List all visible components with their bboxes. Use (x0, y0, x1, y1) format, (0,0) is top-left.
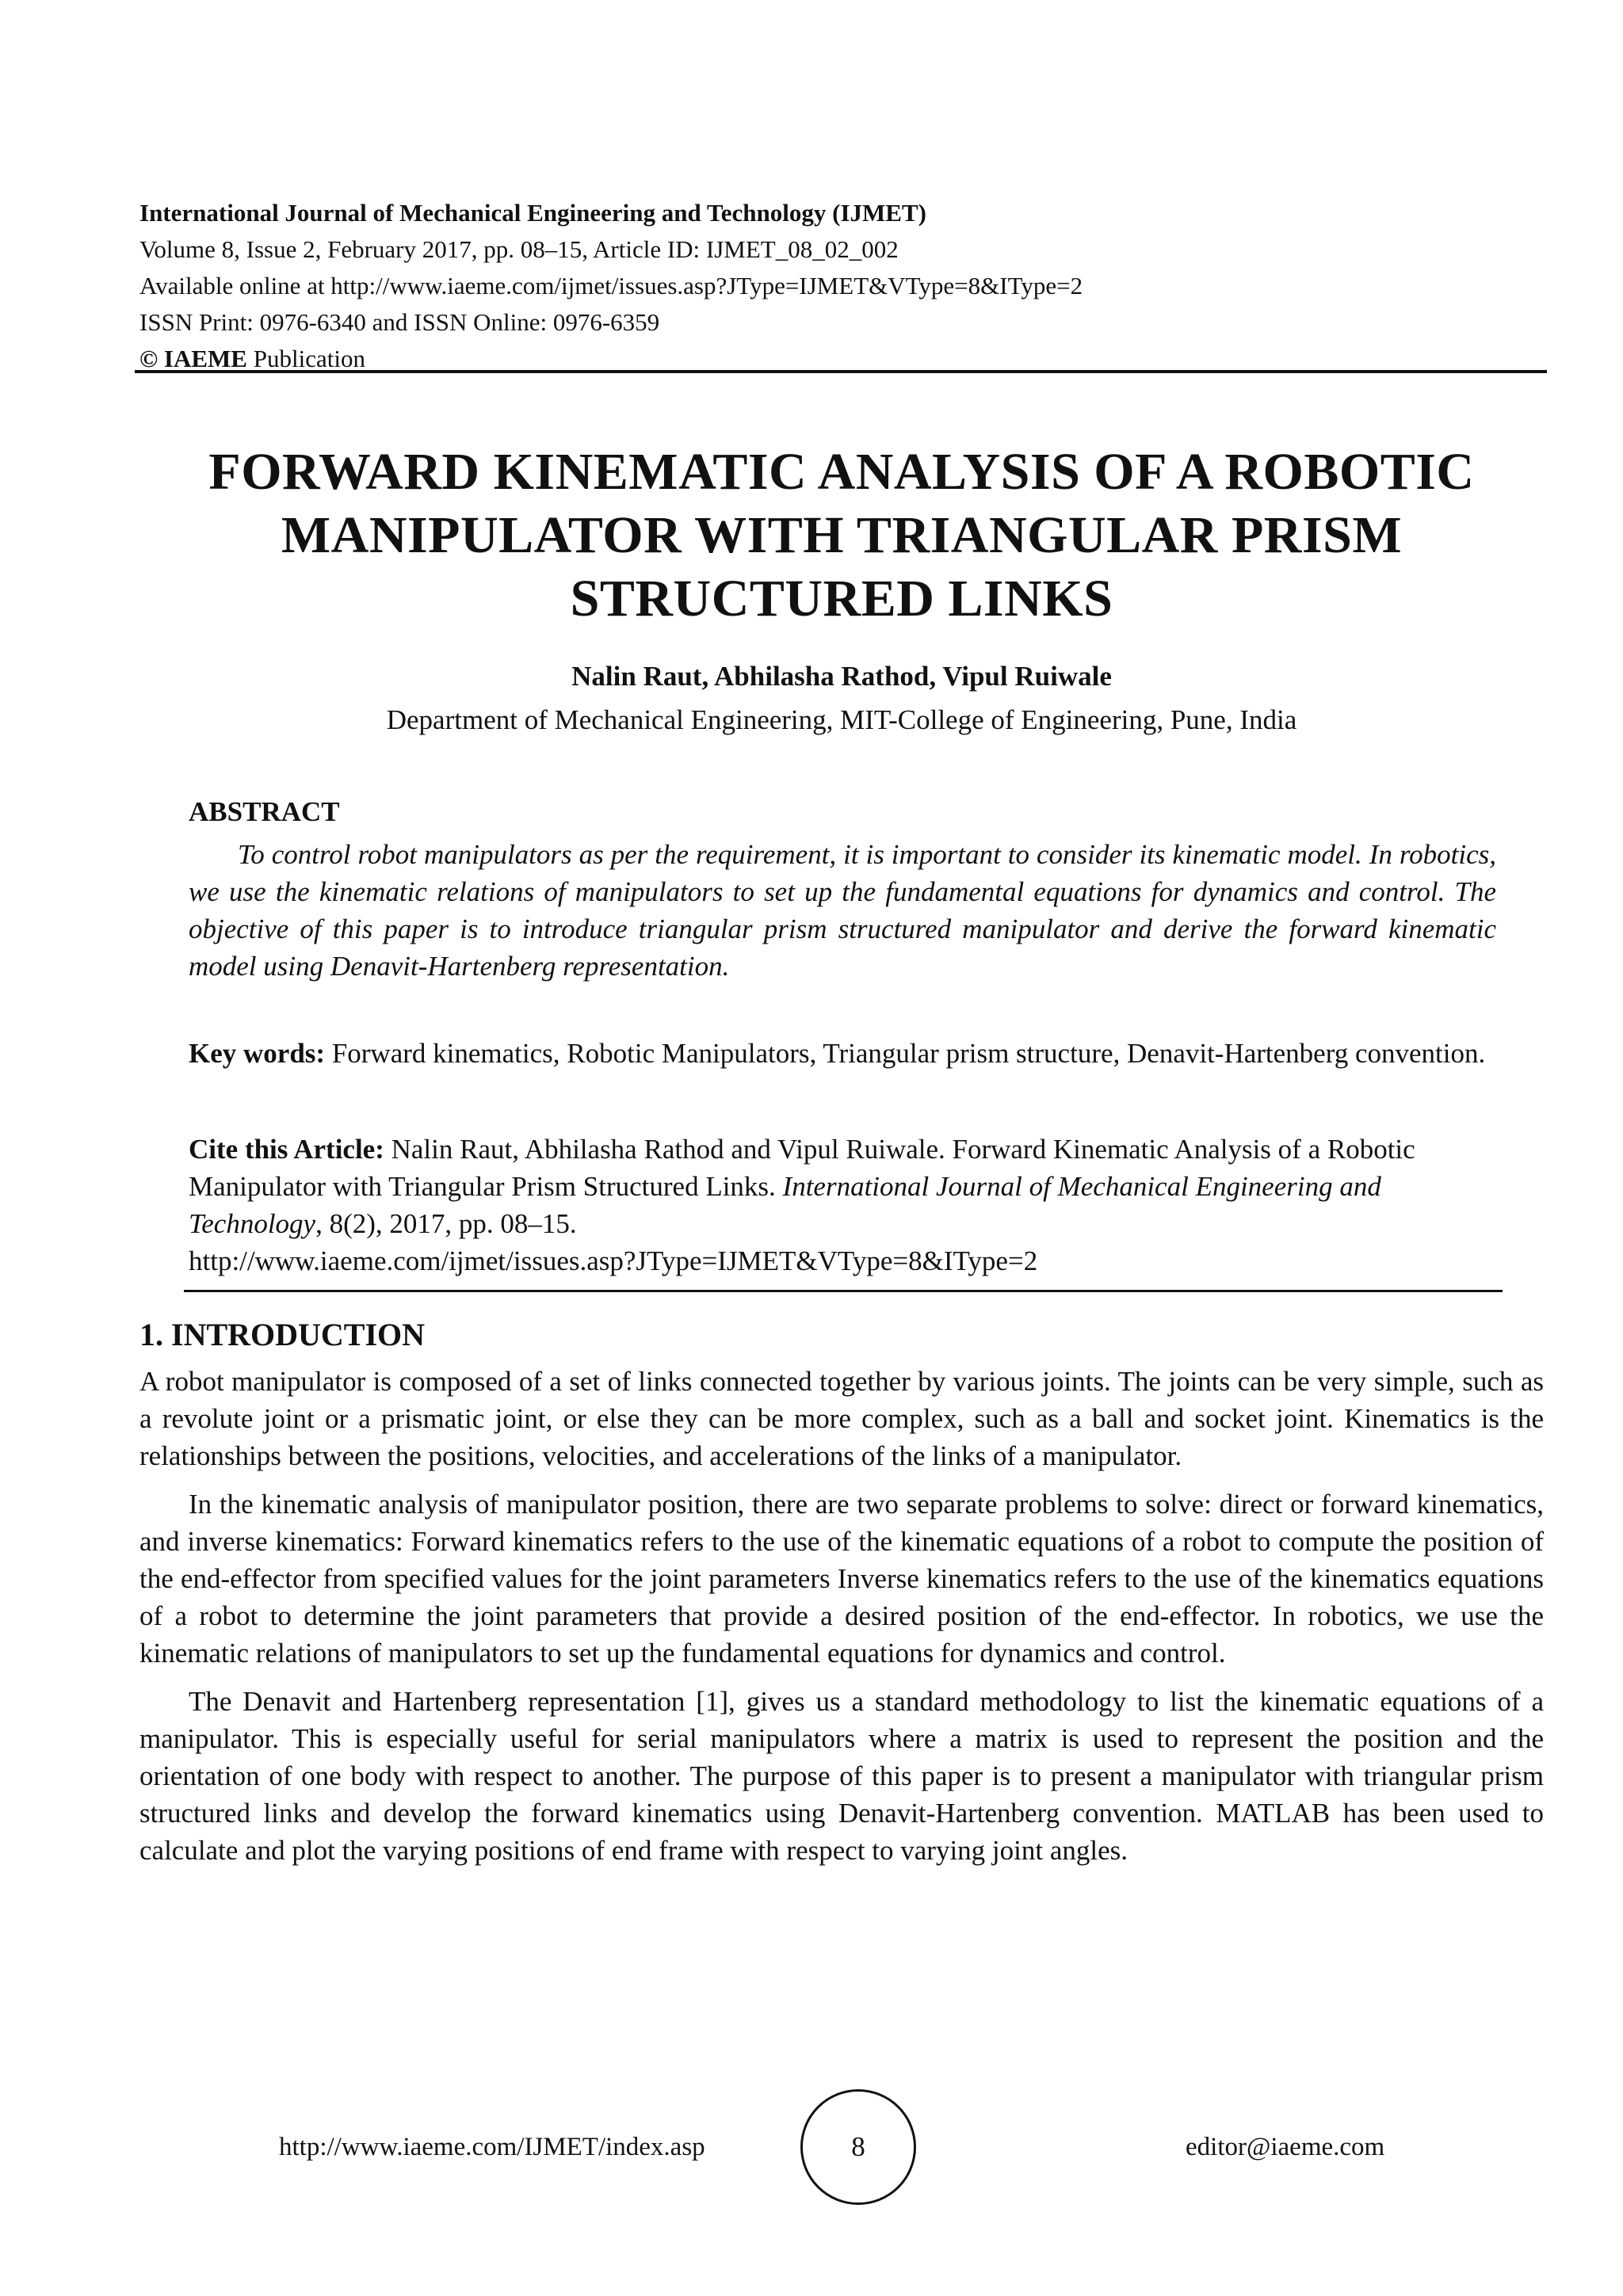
paper-title (139, 441, 1544, 631)
paragraph: In the kinematic analysis of manipulator position, there are two separate problems to solve: direct or forward kinematics, and inverse kinematics: Forward kinematics refers to the use of the kinematic equations of a robot to compute the position of the end-effector from specified values for the joint parameters Inverse kinematics refers to the use of the kinematics equations of a robot to determine the joint parameters that provide a desired position of the end-effector. In robotics, we use the kinematic relations of manipulators to set up the fundamental equations for dynamics and control. (139, 1489, 1544, 1669)
keywords-label: Key words: (189, 1038, 326, 1069)
journal-name: International Journal of Mechanical Engineering and Technology (IJMET) (139, 199, 926, 227)
title-line: STRUCTURED LINKS (570, 570, 1113, 627)
author-list: Nalin Raut, Abhilasha Rathod, Vipul Ruiwale (571, 661, 1112, 692)
available-online-line: Available online at http://www.iaeme.com/ijmet/issues.asp?JType=IJMET&VType=8&IType=2 (139, 272, 1083, 299)
citation-journal: International Journal of Mechanical Engineering and Technology (189, 1171, 1381, 1239)
publisher-suffix: Publication (247, 345, 365, 372)
copyright-symbol: © (139, 345, 158, 372)
page-number: 8 (800, 2089, 916, 2205)
footer-email: editor@iaeme.com (1186, 2133, 1385, 2161)
title-line: MANIPULATOR WITH TRIANGULAR PRISM (281, 506, 1403, 564)
citation-label: Cite this Article: (189, 1134, 384, 1165)
volume-line: Volume 8, Issue 2, February 2017, pp. 08–15, Article ID: IJMET_08_02_002 (139, 235, 899, 263)
citation-text: Nalin Raut, Abhilasha Rathod and Vipul Ruiwale. Forward Kinematic Analysis of a Robotic Manipulator with Triangular Prism Structured Links. (189, 1134, 1415, 1202)
header-divider (135, 370, 1547, 373)
keywords (189, 1035, 1496, 1072)
citation-url: http://www.iaeme.com/ijmet/issues.asp?JType=IJMET&VType=8&IType=2 (189, 1245, 1038, 1276)
author-affiliation: Department of Mechanical Engineering, MIT-College of Engineering, Pune, India (386, 704, 1297, 735)
introduction-heading: 1. INTRODUCTION (139, 1317, 426, 1352)
title-line: FORWARD KINEMATIC ANALYSIS OF A ROBOTIC (208, 443, 1475, 501)
abstract-heading: ABSTRACT (189, 796, 340, 827)
issn-line: ISSN Print: 0976-6340 and ISSN Online: 0976-6359 (139, 308, 660, 336)
introduction-body (139, 1363, 1544, 1880)
paragraph: The Denavit and Hartenberg representation [1], gives us a standard methodology to list the kinematic equations of a manipulator. This is especially useful for serial manipulators where a matrix is used to represent the position and the orientation of one body with respect to another. The purpose of this paper is to present a manipulator with triangular prism structured links and develop the forward kinematics using Denavit-Hartenberg convention. MATLAB has been used to calculate and plot the varying positions of end frame with respect to varying joint angles. (139, 1686, 1544, 1866)
citation-details: , 8(2), 2017, pp. 08–15. (315, 1208, 577, 1239)
citation (189, 1131, 1496, 1280)
paragraph: A robot manipulator is composed of a set of links connected together by various joints. The joints can be very simple, such as a revolute joint or a prismatic joint, or else they can be more complex, such as a ball and socket joint. Kinematics is the relationships between the positions, velocities, and accelerations of the links of a manipulator. (139, 1366, 1544, 1471)
abstract-text: To control robot manipulators as per the requirement, it is important to consider its kinematic model. In robotics, we use the kinematic relations of manipulators to set up the fundamental equations for dynamics and control. The objective of this paper is to introduce triangular prism structured manipulator and derive the forward kinematic model using Denavit-Hartenberg representation. (189, 839, 1496, 982)
citation-divider (184, 1290, 1503, 1292)
footer-url: http://www.iaeme.com/IJMET/index.asp (279, 2133, 705, 2161)
publisher-name: IAEME (163, 345, 247, 372)
journal-header (139, 195, 1544, 377)
keywords-text: Forward kinematics, Robotic Manipulators, Triangular prism structure, Denavit-Hartenberg convention. (325, 1038, 1486, 1069)
